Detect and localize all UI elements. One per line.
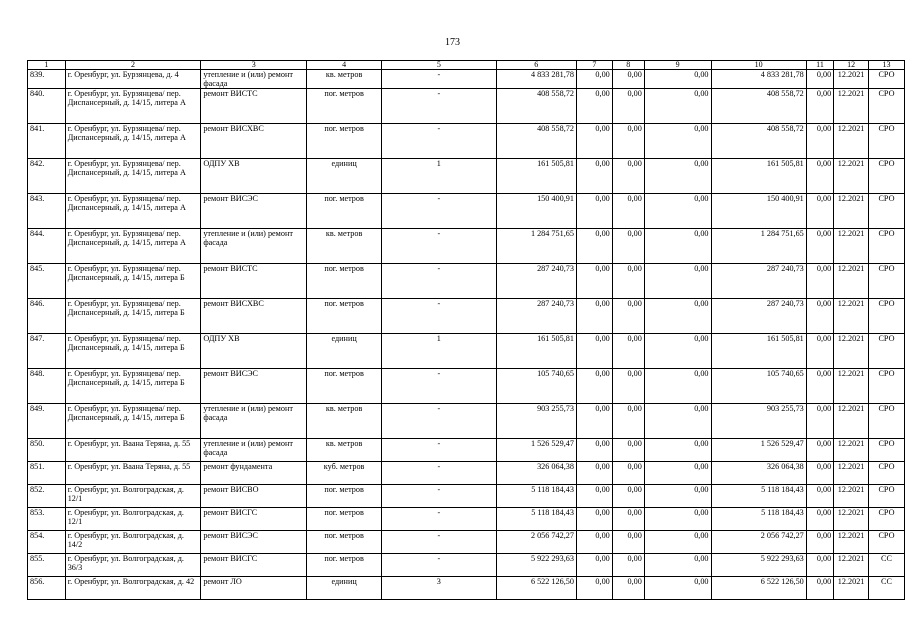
work-type-cell: утепление и (или) ремонт фасада: [201, 229, 307, 264]
cost-cell: 0,00: [644, 508, 711, 531]
table-row: [28, 462, 905, 485]
cost-cell: 0,00: [612, 334, 644, 369]
address-cell: г. Оренбург, ул. Бурзянцева/ пер. Диспансерный, д. 14/15, литера А: [65, 124, 201, 159]
funding-source-cell: СРО: [868, 334, 904, 369]
row-number-cell: 853.: [28, 508, 66, 531]
unit-cell: пог. метров: [307, 299, 382, 334]
cost-cell: 0,00: [644, 462, 711, 485]
cost-cell: 0,00: [644, 531, 711, 554]
quantity-cell: 1: [382, 159, 497, 194]
funding-source-cell: СРО: [868, 194, 904, 229]
quantity-cell: -: [382, 439, 497, 462]
row-number-cell: 855.: [28, 554, 66, 577]
table-row: [28, 299, 905, 334]
cost-cell: 0,00: [612, 159, 644, 194]
table-row: [28, 159, 905, 194]
row-number-cell: 850.: [28, 439, 66, 462]
cost-cell: 0,00: [612, 299, 644, 334]
quantity-cell: -: [382, 194, 497, 229]
completion-date-cell: 12.2021: [834, 264, 869, 299]
completion-date-cell: 12.2021: [834, 462, 869, 485]
table-row: [28, 89, 905, 124]
funding-source-cell: СРО: [868, 229, 904, 264]
cost-cell: 5 118 184,43: [711, 508, 806, 531]
quantity-cell: -: [382, 462, 497, 485]
row-number-cell: 841.: [28, 124, 66, 159]
row-number-cell: 842.: [28, 159, 66, 194]
quantity-cell: -: [382, 369, 497, 404]
unit-cell: единиц: [307, 159, 382, 194]
column-header: 10: [711, 61, 806, 70]
cost-cell: 0,00: [806, 264, 833, 299]
column-header: 9: [644, 61, 711, 70]
row-number-cell: 843.: [28, 194, 66, 229]
cost-cell: 0,00: [576, 229, 612, 264]
quantity-cell: -: [382, 299, 497, 334]
address-cell: г. Оренбург, ул. Бурзянцева/ пер. Диспансерный, д. 14/15, литера Б: [65, 369, 201, 404]
funding-source-cell: СРО: [868, 264, 904, 299]
cost-cell: 0,00: [576, 369, 612, 404]
funding-source-cell: СРО: [868, 299, 904, 334]
column-header: 11: [806, 61, 833, 70]
cost-cell: 0,00: [644, 229, 711, 264]
total-cost-cell: 150 400,91: [496, 194, 576, 229]
funding-source-cell: СРО: [868, 531, 904, 554]
column-header: 1: [28, 61, 66, 70]
total-cost-cell: 6 522 126,50: [496, 577, 576, 600]
quantity-cell: 1: [382, 334, 497, 369]
column-header: 2: [65, 61, 201, 70]
cost-cell: 408 558,72: [711, 89, 806, 124]
total-cost-cell: 1 284 751,65: [496, 229, 576, 264]
column-header: 5: [382, 61, 497, 70]
column-header: 7: [576, 61, 612, 70]
quantity-cell: -: [382, 124, 497, 159]
quantity-cell: -: [382, 485, 497, 508]
address-cell: г. Оренбург, ул. Волгоградская, д. 12/1: [65, 508, 201, 531]
completion-date-cell: 12.2021: [834, 124, 869, 159]
work-type-cell: утепление и (или) ремонт фасада: [201, 70, 307, 89]
table-row: [28, 404, 905, 439]
register-table: [27, 60, 905, 600]
total-cost-cell: 4 833 281,78: [496, 70, 576, 89]
cost-cell: 0,00: [612, 508, 644, 531]
cost-cell: 105 740,65: [711, 369, 806, 404]
cost-cell: 287 240,73: [711, 299, 806, 334]
cost-cell: 0,00: [576, 70, 612, 89]
column-header: 12: [834, 61, 869, 70]
total-cost-cell: 105 740,65: [496, 369, 576, 404]
address-cell: г. Оренбург, ул. Ваана Теряна, д. 55: [65, 462, 201, 485]
cost-cell: 0,00: [576, 508, 612, 531]
funding-source-cell: СС: [868, 577, 904, 600]
cost-cell: 0,00: [612, 194, 644, 229]
cost-cell: 408 558,72: [711, 124, 806, 159]
table-row: [28, 194, 905, 229]
cost-cell: 161 505,81: [711, 334, 806, 369]
cost-cell: 0,00: [612, 485, 644, 508]
cost-cell: 0,00: [806, 70, 833, 89]
address-cell: г. Оренбург, ул. Бурзянцева/ пер. Диспансерный, д. 14/15, литера Б: [65, 404, 201, 439]
total-cost-cell: 287 240,73: [496, 264, 576, 299]
total-cost-cell: 5 922 293,63: [496, 554, 576, 577]
table-row: [28, 531, 905, 554]
column-header: 6: [496, 61, 576, 70]
completion-date-cell: 12.2021: [834, 508, 869, 531]
unit-cell: пог. метров: [307, 508, 382, 531]
cost-cell: 0,00: [806, 229, 833, 264]
cost-cell: 0,00: [612, 439, 644, 462]
cost-cell: 0,00: [644, 70, 711, 89]
cost-cell: 0,00: [806, 485, 833, 508]
row-number-cell: 856.: [28, 577, 66, 600]
table-row: [28, 124, 905, 159]
unit-cell: пог. метров: [307, 264, 382, 299]
cost-cell: 0,00: [612, 89, 644, 124]
total-cost-cell: 161 505,81: [496, 159, 576, 194]
cost-cell: 0,00: [612, 404, 644, 439]
completion-date-cell: 12.2021: [834, 404, 869, 439]
row-number-cell: 848.: [28, 369, 66, 404]
cost-cell: 0,00: [806, 462, 833, 485]
work-type-cell: ремонт ВИСГС: [201, 554, 307, 577]
cost-cell: 0,00: [644, 334, 711, 369]
table-row: [28, 439, 905, 462]
funding-source-cell: СРО: [868, 124, 904, 159]
completion-date-cell: 12.2021: [834, 89, 869, 124]
column-header: 8: [612, 61, 644, 70]
cost-cell: 0,00: [612, 264, 644, 299]
total-cost-cell: 326 064,38: [496, 462, 576, 485]
unit-cell: кв. метров: [307, 229, 382, 264]
cost-cell: 161 505,81: [711, 159, 806, 194]
unit-cell: единиц: [307, 334, 382, 369]
cost-cell: 0,00: [612, 229, 644, 264]
column-header: 13: [868, 61, 904, 70]
cost-cell: 0,00: [576, 299, 612, 334]
total-cost-cell: 5 118 184,43: [496, 508, 576, 531]
cost-cell: 0,00: [576, 439, 612, 462]
cost-cell: 0,00: [806, 439, 833, 462]
funding-source-cell: СРО: [868, 404, 904, 439]
quantity-cell: 3: [382, 577, 497, 600]
cost-cell: 6 522 126,50: [711, 577, 806, 600]
work-type-cell: ремонт ВИСГС: [201, 508, 307, 531]
row-number-cell: 846.: [28, 299, 66, 334]
cost-cell: 0,00: [576, 264, 612, 299]
total-cost-cell: 1 526 529,47: [496, 439, 576, 462]
funding-source-cell: СРО: [868, 508, 904, 531]
unit-cell: пог. метров: [307, 89, 382, 124]
row-number-cell: 847.: [28, 334, 66, 369]
cost-cell: 0,00: [576, 577, 612, 600]
quantity-cell: -: [382, 229, 497, 264]
funding-source-cell: СС: [868, 554, 904, 577]
row-number-cell: 849.: [28, 404, 66, 439]
total-cost-cell: 903 255,73: [496, 404, 576, 439]
quantity-cell: -: [382, 264, 497, 299]
funding-source-cell: СРО: [868, 485, 904, 508]
table-row: [28, 229, 905, 264]
unit-cell: кв. метров: [307, 404, 382, 439]
work-type-cell: ремонт ВИСЭС: [201, 194, 307, 229]
work-type-cell: утепление и (или) ремонт фасада: [201, 439, 307, 462]
cost-cell: 5 922 293,63: [711, 554, 806, 577]
cost-cell: 0,00: [806, 159, 833, 194]
unit-cell: пог. метров: [307, 369, 382, 404]
cost-cell: 0,00: [644, 124, 711, 159]
cost-cell: 0,00: [576, 554, 612, 577]
cost-cell: 0,00: [644, 194, 711, 229]
cost-cell: 287 240,73: [711, 264, 806, 299]
table-row: [28, 577, 905, 600]
funding-source-cell: СРО: [868, 462, 904, 485]
completion-date-cell: 12.2021: [834, 334, 869, 369]
completion-date-cell: 12.2021: [834, 229, 869, 264]
cost-cell: 0,00: [644, 369, 711, 404]
cost-cell: 0,00: [644, 89, 711, 124]
unit-cell: пог. метров: [307, 554, 382, 577]
address-cell: г. Оренбург, ул. Волгоградская, д. 36/3: [65, 554, 201, 577]
cost-cell: 0,00: [612, 577, 644, 600]
unit-cell: пог. метров: [307, 124, 382, 159]
cost-cell: 0,00: [612, 124, 644, 159]
cost-cell: 0,00: [806, 124, 833, 159]
cost-cell: 0,00: [612, 369, 644, 404]
column-number-header-row: [28, 61, 905, 70]
work-type-cell: ремонт ВИСЭС: [201, 369, 307, 404]
table-row: [28, 334, 905, 369]
cost-cell: 0,00: [644, 439, 711, 462]
address-cell: г. Оренбург, ул. Бурзянцева/ пер. Диспансерный, д. 14/15, литера А: [65, 194, 201, 229]
cost-cell: 0,00: [576, 124, 612, 159]
completion-date-cell: 12.2021: [834, 531, 869, 554]
cost-cell: 0,00: [644, 299, 711, 334]
cost-cell: 903 255,73: [711, 404, 806, 439]
work-type-cell: ремонт ВИСХВС: [201, 299, 307, 334]
work-type-cell: ОДПУ ХВ: [201, 159, 307, 194]
cost-cell: 0,00: [576, 159, 612, 194]
completion-date-cell: 12.2021: [834, 194, 869, 229]
table-row: [28, 485, 905, 508]
cost-cell: 0,00: [806, 404, 833, 439]
row-number-cell: 851.: [28, 462, 66, 485]
unit-cell: пог. метров: [307, 485, 382, 508]
table-row: [28, 554, 905, 577]
cost-cell: 0,00: [644, 159, 711, 194]
cost-cell: 1 526 529,47: [711, 439, 806, 462]
completion-date-cell: 12.2021: [834, 299, 869, 334]
address-cell: г. Оренбург, ул. Бурзянцева/ пер. Диспансерный, д. 14/15, литера А: [65, 229, 201, 264]
quantity-cell: -: [382, 89, 497, 124]
quantity-cell: -: [382, 70, 497, 89]
table-row: [28, 264, 905, 299]
work-type-cell: ОДПУ ХВ: [201, 334, 307, 369]
work-type-cell: ремонт фундамента: [201, 462, 307, 485]
table-row: [28, 369, 905, 404]
unit-cell: кв. метров: [307, 439, 382, 462]
total-cost-cell: 2 056 742,27: [496, 531, 576, 554]
column-header: 3: [201, 61, 307, 70]
cost-cell: 0,00: [644, 264, 711, 299]
cost-cell: 0,00: [576, 194, 612, 229]
cost-cell: 0,00: [806, 369, 833, 404]
completion-date-cell: 12.2021: [834, 369, 869, 404]
total-cost-cell: 287 240,73: [496, 299, 576, 334]
quantity-cell: -: [382, 531, 497, 554]
unit-cell: куб. метров: [307, 462, 382, 485]
cost-cell: 0,00: [806, 554, 833, 577]
column-header: 4: [307, 61, 382, 70]
cost-cell: 0,00: [644, 404, 711, 439]
address-cell: г. Оренбург, ул. Бурзянцева/ пер. Диспансерный, д. 14/15, литера А: [65, 89, 201, 124]
unit-cell: кв. метров: [307, 70, 382, 89]
row-number-cell: 840.: [28, 89, 66, 124]
unit-cell: пог. метров: [307, 531, 382, 554]
work-type-cell: ремонт ВИСТС: [201, 89, 307, 124]
address-cell: г. Оренбург, ул. Бурзянцева/ пер. Диспансерный, д. 14/15, литера Б: [65, 264, 201, 299]
cost-cell: 1 284 751,65: [711, 229, 806, 264]
total-cost-cell: 5 118 184,43: [496, 485, 576, 508]
funding-source-cell: СРО: [868, 89, 904, 124]
work-type-cell: ремонт ВИСВО: [201, 485, 307, 508]
work-type-cell: ремонт ВИСЭС: [201, 531, 307, 554]
address-cell: г. Оренбург, ул. Бурзянцева/ пер. Диспансерный, д. 14/15, литера Б: [65, 299, 201, 334]
row-number-cell: 845.: [28, 264, 66, 299]
cost-cell: 0,00: [806, 89, 833, 124]
cost-cell: 0,00: [806, 334, 833, 369]
cost-cell: 0,00: [612, 462, 644, 485]
work-type-cell: ремонт ВИСТС: [201, 264, 307, 299]
cost-cell: 0,00: [806, 194, 833, 229]
completion-date-cell: 12.2021: [834, 70, 869, 89]
cost-cell: 0,00: [612, 70, 644, 89]
address-cell: г. Оренбург, ул. Бурзянцева/ пер. Диспансерный, д. 14/15, литера Б: [65, 334, 201, 369]
table-row: [28, 508, 905, 531]
funding-source-cell: СРО: [868, 159, 904, 194]
cost-cell: 0,00: [644, 554, 711, 577]
cost-cell: 0,00: [612, 531, 644, 554]
cost-cell: 0,00: [806, 577, 833, 600]
cost-cell: 4 833 281,78: [711, 70, 806, 89]
row-number-cell: 844.: [28, 229, 66, 264]
address-cell: г. Оренбург, ул. Бурзянцева, д. 4: [65, 70, 201, 89]
cost-cell: 5 118 184,43: [711, 485, 806, 508]
quantity-cell: -: [382, 508, 497, 531]
cost-cell: 0,00: [806, 531, 833, 554]
cost-cell: 0,00: [576, 334, 612, 369]
cost-cell: 0,00: [576, 462, 612, 485]
table-body: [28, 70, 905, 600]
unit-cell: пог. метров: [307, 194, 382, 229]
completion-date-cell: 12.2021: [834, 439, 869, 462]
completion-date-cell: 12.2021: [834, 577, 869, 600]
cost-cell: 0,00: [644, 485, 711, 508]
work-type-cell: ремонт ЛО: [201, 577, 307, 600]
table-row: [28, 70, 905, 89]
row-number-cell: 839.: [28, 70, 66, 89]
quantity-cell: -: [382, 554, 497, 577]
completion-date-cell: 12.2021: [834, 159, 869, 194]
cost-cell: 0,00: [576, 485, 612, 508]
address-cell: г. Оренбург, ул. Волгоградская, д. 42: [65, 577, 201, 600]
page-number: 173: [445, 37, 460, 48]
cost-cell: 0,00: [644, 577, 711, 600]
funding-source-cell: СРО: [868, 369, 904, 404]
funding-source-cell: СРО: [868, 70, 904, 89]
unit-cell: единиц: [307, 577, 382, 600]
row-number-cell: 854.: [28, 531, 66, 554]
cost-cell: 150 400,91: [711, 194, 806, 229]
funding-source-cell: СРО: [868, 439, 904, 462]
cost-cell: 0,00: [576, 531, 612, 554]
total-cost-cell: 408 558,72: [496, 124, 576, 159]
total-cost-cell: 161 505,81: [496, 334, 576, 369]
address-cell: г. Оренбург, ул. Волгоградская, д. 12/1: [65, 485, 201, 508]
address-cell: г. Оренбург, ул. Ваана Теряна, д. 55: [65, 439, 201, 462]
cost-cell: 0,00: [612, 554, 644, 577]
cost-cell: 326 064,38: [711, 462, 806, 485]
work-type-cell: ремонт ВИСХВС: [201, 124, 307, 159]
cost-cell: 0,00: [806, 508, 833, 531]
cost-cell: 0,00: [806, 299, 833, 334]
completion-date-cell: 12.2021: [834, 485, 869, 508]
cost-cell: 2 056 742,27: [711, 531, 806, 554]
address-cell: г. Оренбург, ул. Бурзянцева/ пер. Диспансерный, д. 14/15, литера А: [65, 159, 201, 194]
address-cell: г. Оренбург, ул. Волгоградская, д. 14/2: [65, 531, 201, 554]
quantity-cell: -: [382, 404, 497, 439]
cost-cell: 0,00: [576, 404, 612, 439]
completion-date-cell: 12.2021: [834, 554, 869, 577]
total-cost-cell: 408 558,72: [496, 89, 576, 124]
cost-cell: 0,00: [576, 89, 612, 124]
row-number-cell: 852.: [28, 485, 66, 508]
work-type-cell: утепление и (или) ремонт фасада: [201, 404, 307, 439]
